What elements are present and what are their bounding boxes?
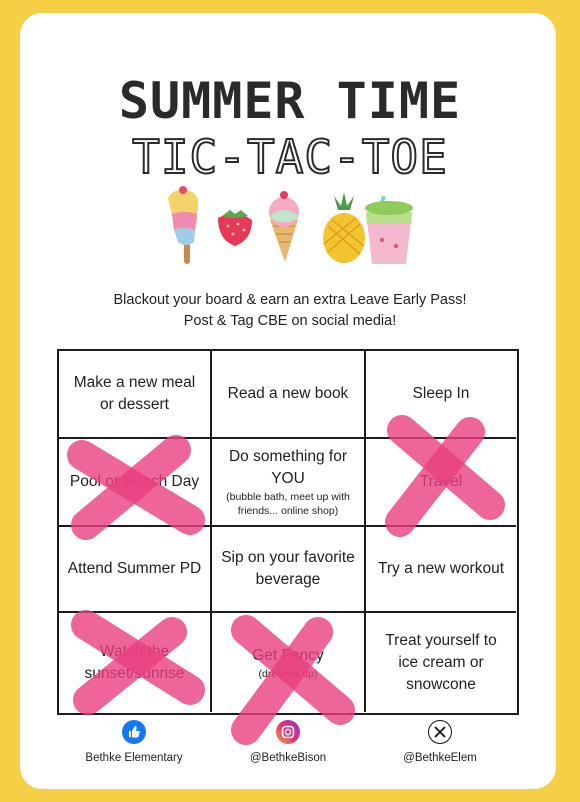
cell-subtext: (bubble bath, meet up with friends... online shop): [226, 491, 350, 517]
grid-cell[interactable]: [59, 613, 212, 712]
intro-line-1: Blackout your board & earn an extra Leave Early Pass!: [113, 292, 467, 308]
cell-text: Attend Summer PD: [67, 560, 202, 577]
grid-cell[interactable]: [212, 351, 366, 439]
grid-cell[interactable]: [212, 439, 366, 527]
cell-text: Sip on your favorite beverage: [221, 549, 355, 588]
cell-subtext: (dressed up): [258, 667, 318, 680]
title-summer-time: SUMMER TIME: [118, 72, 462, 130]
cell-text: Get Fancy: [252, 646, 324, 664]
ice-cream-cone-icon: [269, 191, 299, 262]
grid-cell[interactable]: [212, 527, 366, 613]
grid-cell[interactable]: [366, 613, 516, 712]
cell-text: Treat yourself to ice cream or snowcone: [385, 631, 497, 693]
cell-text: Watch the sunset/sunrise: [84, 642, 185, 682]
intro-line-2: Post & Tag CBE on social media!: [183, 313, 397, 329]
cell-text: Do something for YOU: [228, 448, 348, 487]
grid-cell[interactable]: [366, 527, 516, 613]
grid-cell[interactable]: [366, 351, 516, 439]
grid-cell[interactable]: [366, 439, 516, 527]
smoothie-cup-icon: [365, 196, 413, 264]
summer-treats-illustration: [160, 184, 420, 270]
title-tic-tac-toe: TIC-TAC-TOE: [132, 130, 448, 184]
facebook-like-icon: [122, 720, 146, 744]
strawberry-icon: [218, 210, 252, 246]
cell-text: Try a new workout: [377, 560, 505, 577]
cell-text: Read a new book: [227, 385, 349, 402]
grid-cell[interactable]: [59, 527, 212, 613]
footer-label: @BethkeBison: [249, 752, 327, 764]
cell-text: Pool or Beach Day: [69, 473, 200, 490]
cell-text: Make a new meal or dessert: [73, 374, 196, 413]
instagram-icon: [276, 720, 300, 744]
x-icon: [428, 720, 452, 744]
footer-instagram[interactable]: [208, 720, 368, 764]
tic-tac-toe-grid: [57, 349, 519, 715]
pineapple-icon: [323, 192, 365, 263]
popsicle-icon: [168, 186, 198, 264]
footer-label: Bethke Elementary: [85, 752, 183, 764]
grid-cell[interactable]: [59, 439, 212, 527]
footer-label: @BethkeElem: [403, 752, 477, 764]
footer-facebook[interactable]: [54, 720, 214, 764]
footer-x[interactable]: [360, 720, 520, 764]
grid-cell[interactable]: [212, 613, 366, 712]
cell-text: Sleep In: [412, 385, 470, 402]
cell-text: Travel: [419, 473, 463, 490]
grid-cell[interactable]: [59, 351, 212, 439]
